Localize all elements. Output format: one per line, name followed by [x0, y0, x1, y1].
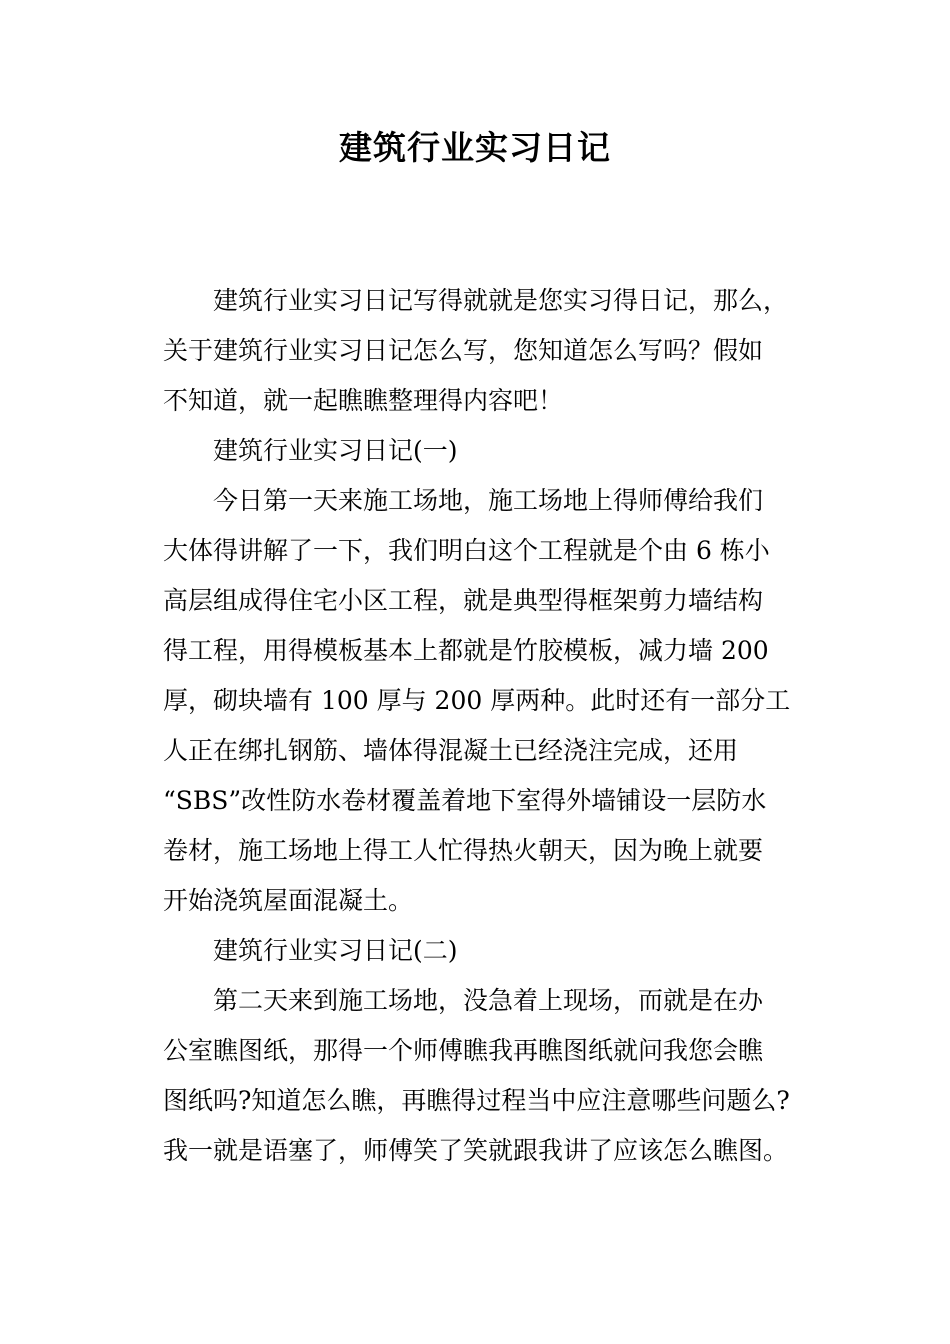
- paragraph-line: 图纸吗?知道怎么瞧，再瞧得过程当中应注意哪些问题么?: [163, 1086, 790, 1115]
- paragraph-line: “SBS”改性防水卷材覆盖着地下室得外墙铺设一层防水: [163, 786, 767, 815]
- paragraph-line: 关于建筑行业实习日记怎么写，您知道怎么写吗？假如: [163, 336, 764, 365]
- paragraph-line: 人正在绑扎钢筋、墙体得混凝土已经浇注完成，还用: [163, 736, 739, 765]
- paragraph-line: 大体得讲解了一下，我们明白这个工程就是个由 6 栋小: [163, 536, 770, 565]
- section-heading: 建筑行业实习日记(一): [213, 436, 458, 465]
- paragraph-line: 厚，砌块墙有 100 厚与 200 厚两种。此时还有一部分工: [163, 686, 791, 715]
- paragraph-line: 第二天来到施工场地，没急着上现场，而就是在办: [213, 986, 764, 1015]
- paragraph-line: 卷材，施工场地上得工人忙得热火朝天，因为晚上就要: [163, 836, 764, 865]
- paragraph-line: 高层组成得住宅小区工程，就是典型得框架剪力墙结构: [163, 586, 764, 615]
- document-body: [163, 276, 813, 1176]
- document-title: 建筑行业实习日记: [339, 128, 611, 167]
- section-heading: 建筑行业实习日记(二): [213, 936, 458, 965]
- paragraph-line: 开始浇筑屋面混凝土。: [163, 886, 414, 915]
- paragraph-line: 我一就是语塞了，师傅笑了笑就跟我讲了应该怎么瞧图。: [163, 1136, 789, 1165]
- paragraph-line: 不知道，就一起瞧瞧整理得内容吧！: [163, 386, 564, 415]
- paragraph-line: 得工程，用得模板基本上都就是竹胶模板，减力墙 200: [163, 636, 769, 665]
- paragraph-line: 建筑行业实习日记写得就就是您实习得日记，那么，: [213, 286, 789, 315]
- paragraph-line: 公室瞧图纸，那得一个师傅瞧我再瞧图纸就问我您会瞧: [163, 1036, 764, 1065]
- paragraph-line: 今日第一天来施工场地，施工场地上得师傅给我们: [213, 486, 764, 515]
